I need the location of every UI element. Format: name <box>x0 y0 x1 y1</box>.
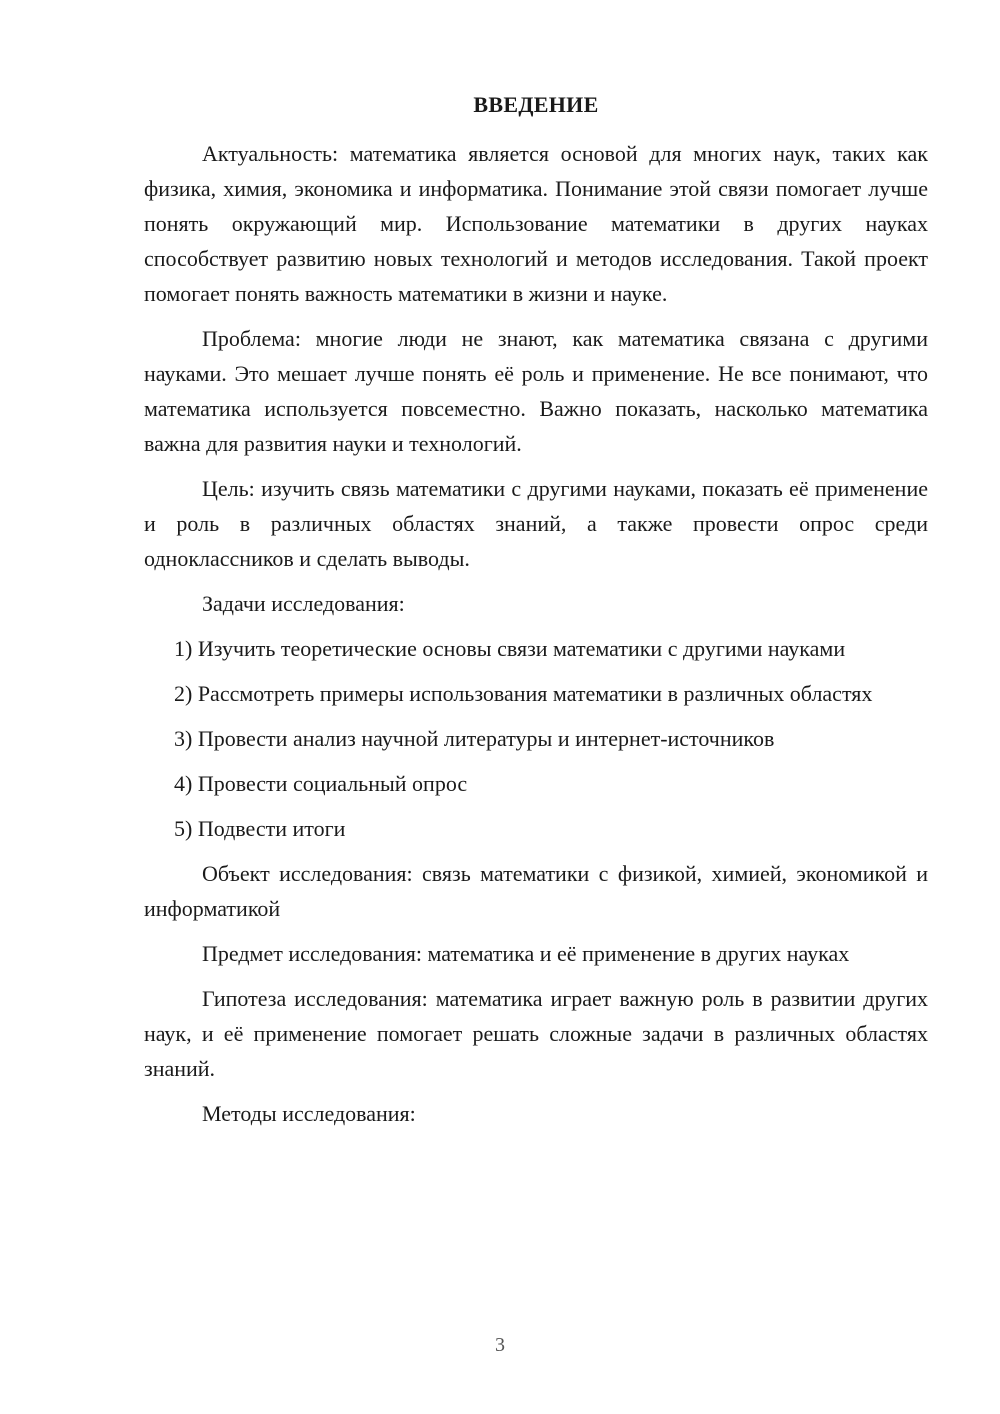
hypothesis-paragraph: Гипотеза исследования: математика играет важную роль в развитии других наук, и её применение помогает решать сложные задачи в различных областях знаний. <box>144 986 928 1081</box>
document-page <box>144 92 928 1141</box>
problem-paragraph: Проблема: многие люди не знают, как математика связана с другими науками. Это мешает лучше понять её роль и применение. Не все понимают, что математика используется повсеместно. Важно показать, насколько математика важна для развития науки и технологий. <box>144 326 928 456</box>
page-number: 3 <box>495 1334 505 1356</box>
task-item: 5) Подвести итоги <box>174 816 346 841</box>
page-title: ВВЕДЕНИЕ <box>473 92 599 117</box>
task-item: 4) Провести социальный опрос <box>174 771 468 796</box>
task-item: 3) Провести анализ научной литературы и интернет-источников <box>174 726 775 751</box>
subject-paragraph: Предмет исследования: математика и её применение в других науках <box>202 941 850 966</box>
object-paragraph: Объект исследования: связь математики с физикой, химией, экономикой и информатикой <box>144 861 928 921</box>
task-item: 1) Изучить теоретические основы связи математики с другими науками <box>174 636 846 661</box>
methods-title: Методы исследования: <box>202 1101 416 1126</box>
task-item: 2) Рассмотреть примеры использования математики в различных областях <box>174 681 873 706</box>
goal-paragraph: Цель: изучить связь математики с другими науками, показать её применение и роль в различных областях знаний, а также провести опрос среди одноклассников и сделать выводы. <box>144 476 928 571</box>
relevance-paragraph: Актуальность: математика является основой для многих наук, таких как физика, химия, экономика и информатика. Понимание этой связи помогает лучше понять окружающий мир. Использование математики в других науках способствует развитию новых технологий и методов исследования. Такой проект помогает понять важность математики в жизни и науке. <box>144 141 928 306</box>
tasks-title: Задачи исследования: <box>202 591 405 616</box>
